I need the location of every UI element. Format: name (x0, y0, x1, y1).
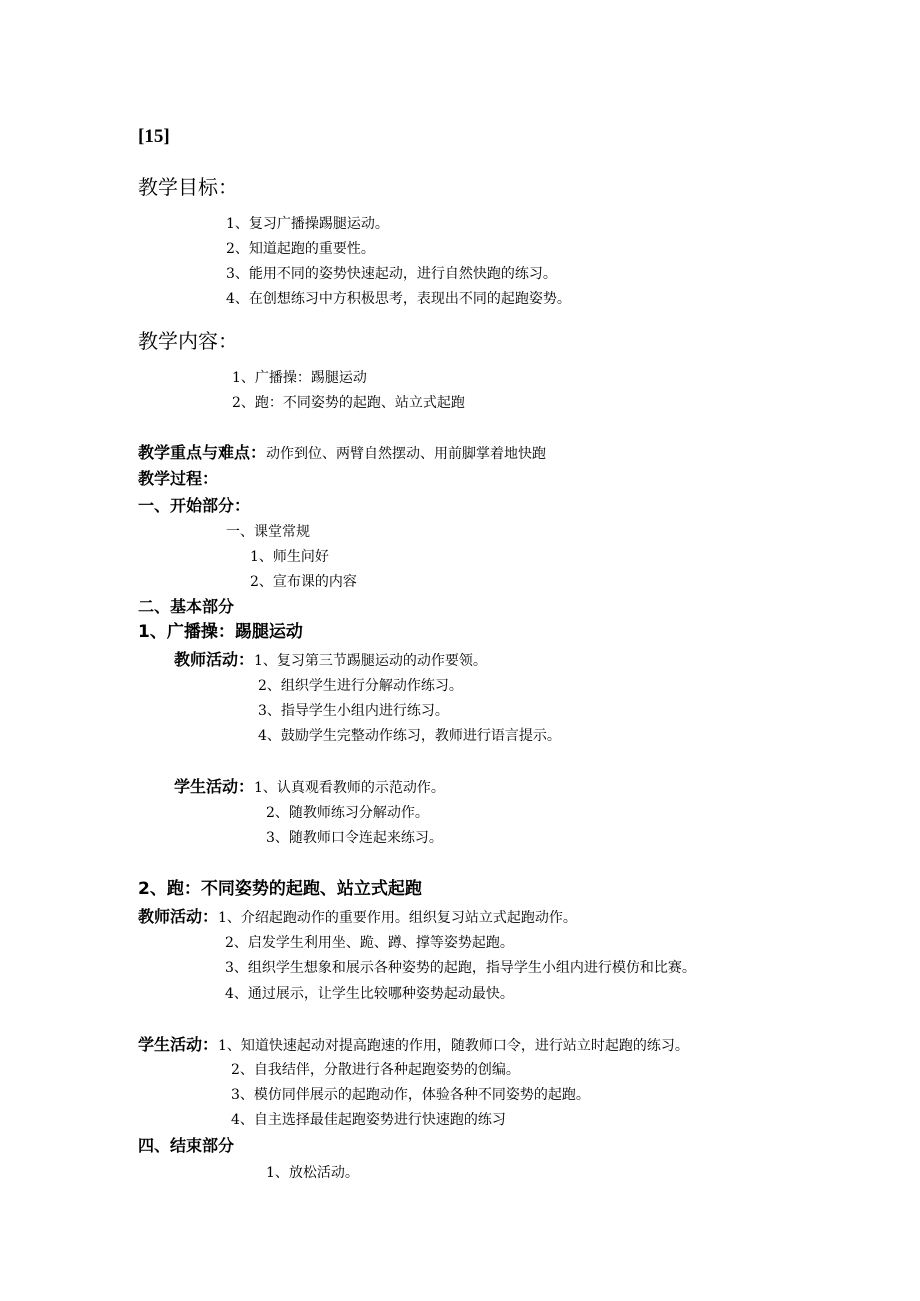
student-item: 3、模仿同伴展示的起跑动作，体验各种不同姿势的起跑。 (231, 1087, 590, 1103)
teacher-item: 4、鼓励学生完整动作练习，教师进行语言提示。 (258, 728, 561, 744)
key-points (138, 444, 546, 463)
teacher-item: 4、通过展示，让学生比较哪种姿势起动最快。 (225, 986, 514, 1002)
section2-teacher-row (138, 908, 577, 927)
goal-item: 4、在创想练习中方积极思考，表现出不同的起跑姿势。 (226, 291, 571, 307)
student-item: 2、自我结伴，分散进行各种起跑姿势的创编。 (231, 1062, 520, 1078)
part1-item: 2、宣布课的内容 (250, 574, 357, 590)
section1-title: 1、广播操：踢腿运动 (138, 622, 303, 642)
teacher-item: 1、介绍起跑动作的重要作用。组织复习站立式起跑动作。 (218, 910, 577, 926)
content-heading: 教学内容： (138, 329, 238, 353)
content-item: 2、跑：不同姿势的起跑、站立式起跑 (232, 395, 465, 411)
teacher-item: 3、指导学生小组内进行练习。 (258, 703, 449, 719)
teacher-item: 1、复习第三节踢腿运动的动作要领。 (254, 653, 487, 669)
teacher-item: 3、组织学生想象和展示各种姿势的起跑，指导学生小组内进行模仿和比赛。 (225, 960, 696, 976)
process-heading: 教学过程： (138, 469, 219, 488)
student-item: 4、自主选择最佳起跑姿势进行快速跑的练习 (231, 1112, 506, 1128)
teacher-label: 教师活动： (174, 650, 255, 669)
doc-number: [15] (138, 126, 170, 147)
teacher-label: 教师活动： (138, 907, 219, 926)
section1-teacher-row (174, 651, 487, 670)
teacher-item: 2、启发学生利用坐、跪、蹲、撑等姿势起跑。 (225, 935, 514, 951)
content-item: 1、广播操：踢腿运动 (232, 370, 367, 386)
section1-student-row (174, 778, 445, 797)
student-label: 学生活动： (174, 777, 255, 796)
goal-item: 1、复习广播操踢腿运动。 (226, 216, 389, 232)
student-item: 1、知道快速起动对提高跑速的作用，随教师口令，进行站立时起跑的练习。 (218, 1038, 689, 1054)
goal-item: 3、能用不同的姿势快速起动，进行自然快跑的练习。 (226, 266, 557, 282)
goals-heading: 教学目标： (138, 175, 238, 199)
key-points-label: 教学重点与难点： (138, 443, 267, 462)
student-item: 1、认真观看教师的示范动作。 (254, 780, 445, 796)
part1-heading: 一、开始部分： (138, 496, 251, 515)
part2-heading: 二、基本部分 (138, 597, 235, 616)
student-label: 学生活动： (138, 1035, 219, 1054)
student-item: 3、随教师口令连起来练习。 (266, 830, 443, 846)
part4-heading: 四、结束部分 (138, 1136, 235, 1155)
section2-title: 2、跑：不同姿势的起跑、站立式起跑 (138, 879, 422, 899)
teacher-item: 2、组织学生进行分解动作练习。 (258, 678, 463, 694)
student-item: 2、随教师练习分解动作。 (266, 805, 429, 821)
key-points-text: 动作到位、两臂自然摆动、用前脚掌着地快跑 (266, 446, 547, 462)
section2-student-row (138, 1036, 689, 1055)
goal-item: 2、知道起跑的重要性。 (226, 241, 375, 257)
part1-item: 1、师生问好 (250, 549, 329, 565)
part1-sub: 一、课堂常规 (226, 524, 310, 540)
part4-item: 1、放松活动。 (266, 1165, 359, 1181)
